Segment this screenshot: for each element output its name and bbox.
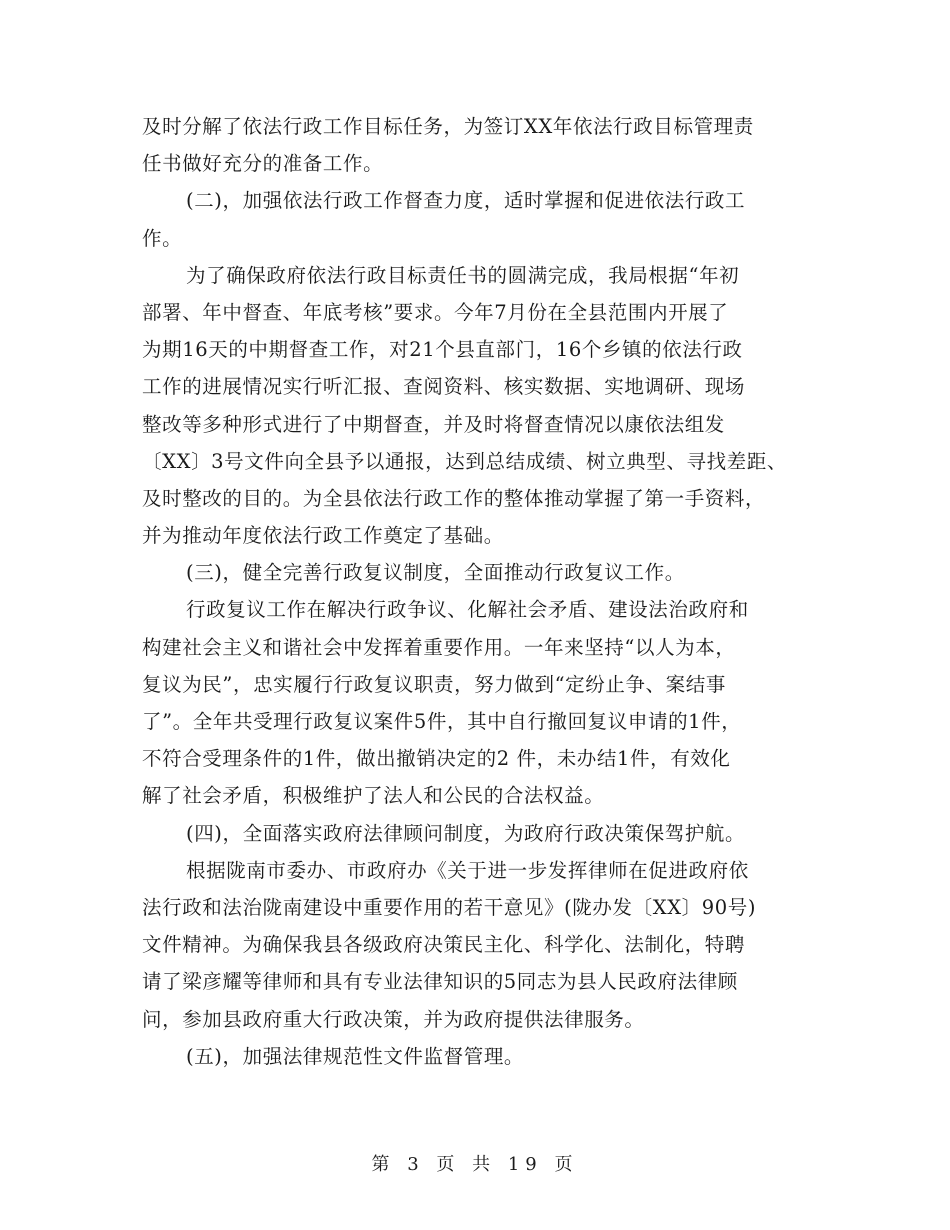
text-line: 整改等多种形式进行了中期督查，并及时将督查情况以康依法组发 bbox=[142, 412, 725, 436]
document-body bbox=[142, 108, 832, 1075]
text-line: 〔XX〕3号文件向全县予以通报，达到总结成绩、树立典型、寻找差距、 bbox=[142, 449, 787, 473]
text-line: 请了梁彦耀等律师和具有专业法律知识的5同志为县人民政府法律顾 bbox=[142, 970, 738, 994]
text-line: 问，参加县政府重大行政决策，并为政府提供法律服务。 bbox=[142, 1007, 645, 1031]
text-line: 文件精神。为确保我县各级政府决策民主化、科学化、法制化，特聘 bbox=[142, 933, 746, 957]
text-line: 并为推动年度依法行政工作奠定了基础。 bbox=[142, 524, 504, 548]
text-line: 行政复议工作在解决行政争议、化解社会矛盾、建设法治政府和 bbox=[186, 598, 749, 622]
page-footer: 第 3 页 共 19 页 bbox=[371, 1154, 579, 1175]
text-line: 法行政和法治陇南建设中重要作用的若干意见》(陇办发〔XX〕90号) bbox=[142, 895, 757, 919]
text-line: 及时分解了依法行政工作目标任务，为签订XX年依法行政目标管理责 bbox=[142, 115, 754, 138]
text-line: 工作的进展情况实行听汇报、查阅资料、核实数据、实地调研、现场 bbox=[142, 375, 746, 399]
text-line: 解了社会矛盾，积极维护了法人和公民的合法权益。 bbox=[142, 784, 605, 808]
text-line: 为期16天的中期督查工作，对21个县直部门，16个乡镇的依法行政 bbox=[142, 338, 743, 362]
text-line: (三)，健全完善行政复议制度，全面推动行政复议工作。 bbox=[186, 561, 685, 585]
text-line: 及时整改的目的。为全县依法行政工作的整体推动掌握了第一手资料， bbox=[142, 486, 766, 510]
text-line: 复议为民”，忠实履行行政复议职责，努力做到“定纷止争、案结事 bbox=[142, 672, 726, 696]
text-line: (二)，加强依法行政工作督查力度，适时掌握和促进依法行政工 bbox=[186, 189, 746, 213]
text-line: 作。 bbox=[142, 226, 183, 250]
text-line: (五)，加强法律规范性文件监督管理。 bbox=[186, 1044, 525, 1068]
text-line: (四)，全面落实政府法律顾问制度，为政府行政决策保驾护航。 bbox=[186, 821, 746, 845]
text-line: 构建社会主义和谐社会中发挥着重要作用。一年来坚持“以人为本， bbox=[142, 635, 736, 659]
text-line: 任书做好充分的准备工作。 bbox=[142, 152, 384, 176]
text-line: 根据陇南市委办、市政府办《关于进一步发挥律师在促进政府依 bbox=[186, 858, 749, 882]
text-line: 不符合受理条件的1件，做出撤销决定的2 件，未办结1件，有效化 bbox=[142, 747, 731, 771]
text-line: 了”。全年共受理行政复议案件5件，其中自行撤回复议申请的1件， bbox=[142, 710, 742, 733]
text-line: 为了确保政府依法行政目标责任书的圆满完成，我局根据“年初 bbox=[186, 263, 740, 287]
text-line: 部署、年中督查、年底考核”要求。今年7月份在全县范围内开展了 bbox=[142, 300, 729, 324]
